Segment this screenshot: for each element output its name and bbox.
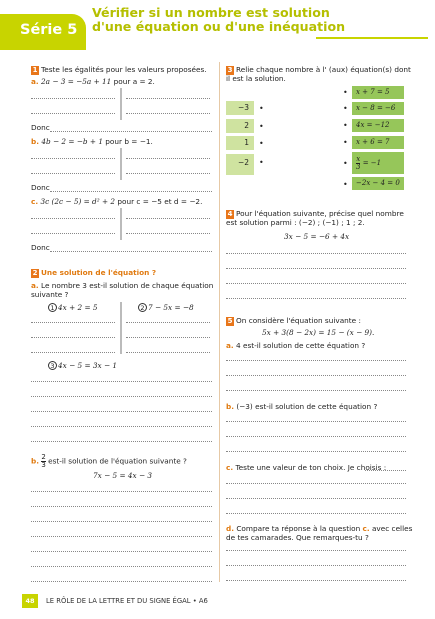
link-dot[interactable]: •	[259, 158, 264, 167]
ex2-a-text1: Le nombre 3 est-il solution de chaque équation	[41, 281, 214, 290]
answer-line[interactable]	[226, 360, 406, 361]
ex3-fraction	[356, 156, 360, 171]
answer-line[interactable]	[226, 298, 406, 299]
answer-line[interactable]	[226, 483, 406, 484]
ex2-a-text2: suivante ?	[31, 290, 69, 299]
ex5-a-text: 4 est-il solution de cette équation ?	[236, 341, 366, 350]
ex2-b-label: b.	[31, 456, 39, 466]
choice-input-line[interactable]	[365, 470, 406, 471]
ex5-intro	[226, 316, 361, 326]
answer-line[interactable]	[50, 131, 212, 132]
ex2-title	[31, 268, 156, 278]
title-line-1: Vérifier si un nombre est solution	[92, 5, 330, 20]
ex5-d-label: d.	[226, 524, 234, 533]
ex1-a-expr: 2a − 3 = −5a + 11	[41, 77, 112, 86]
number-box: −2	[226, 154, 254, 171]
ex2-b	[31, 454, 187, 469]
ex2-eq1-text: 4x + 2 = 5	[58, 303, 98, 312]
ex5-c-text: Teste une valeur de ton choix. Je choisis :	[235, 463, 387, 472]
link-dot[interactable]: •	[343, 121, 348, 130]
ex5-b	[226, 402, 377, 411]
answer-line[interactable]	[31, 536, 212, 537]
ex3-frac-den: 3	[356, 162, 361, 171]
answer-line[interactable]	[50, 251, 212, 252]
footer-text: LE RÔLE DE LA LETTRE ET DU SIGNE ÉGAL • A6	[46, 597, 208, 605]
ex2-eq3	[48, 361, 117, 370]
answer-line[interactable]	[31, 337, 115, 338]
ex5-number: 5	[227, 317, 233, 325]
answer-divider	[120, 208, 122, 240]
serie-label: Série 5	[20, 22, 78, 38]
ex1-b	[31, 137, 153, 146]
answer-line[interactable]	[31, 396, 212, 397]
ex2-b-text: est-il solution de l'équation suivante ?	[48, 456, 187, 466]
ex1-c-cond: pour c = −5 et d = −2.	[115, 197, 203, 206]
answer-line[interactable]	[126, 233, 210, 234]
ex3-text1: Relie chaque nombre à l' (aux) équation(s) dont	[236, 65, 411, 74]
link-dot[interactable]: •	[343, 159, 348, 168]
ex2-eq2-number: 2	[138, 303, 147, 312]
ex4-text2: est solution parmi : (−2) ; (−1) ; 1 ; 2.	[226, 218, 365, 227]
equation-box: x + 7 = 5	[352, 86, 404, 99]
ex2-a-label: a.	[31, 281, 39, 290]
ex5-c-label: c.	[226, 463, 234, 472]
answer-line[interactable]	[126, 218, 210, 219]
title-underline	[316, 37, 428, 39]
ex2-eq3-number: 3	[48, 361, 57, 370]
page-header	[0, 0, 435, 52]
ex1-a-label: a.	[31, 77, 39, 86]
link-dot[interactable]: •	[343, 180, 348, 189]
ex2-b-frac-num: 2	[41, 453, 46, 461]
answer-line[interactable]	[31, 426, 212, 427]
ex1-donc-a: Donc	[31, 123, 50, 132]
ex3-frac-rhs: = −1	[362, 159, 382, 167]
ex2-b-frac-den: 3	[41, 461, 46, 469]
answer-line[interactable]	[126, 322, 210, 323]
ex5-d-text-pre: Compare ta réponse à la question	[236, 524, 363, 533]
serie-badge	[0, 14, 86, 50]
equation-box: −2x − 4 = 0	[352, 177, 404, 190]
answer-line[interactable]	[31, 566, 212, 567]
answer-line[interactable]	[226, 550, 406, 551]
ex2-eq1	[48, 303, 98, 312]
answer-line[interactable]	[50, 191, 212, 192]
ex2-eq3-text: 4x − 5 = 3x − 1	[58, 361, 118, 370]
answer-line[interactable]	[226, 268, 406, 269]
ex5-d-ref: c.	[362, 524, 370, 533]
answer-line[interactable]	[31, 98, 115, 99]
ex1-a-cond: pour a = 2.	[111, 77, 155, 86]
ex4-text1: Pour l'équation suivante, précise quel nombre	[236, 209, 404, 218]
equation-box-fraction	[352, 152, 404, 174]
ex5-c	[226, 463, 386, 472]
answer-line[interactable]	[31, 521, 212, 522]
number-box: −3	[226, 101, 254, 115]
ex1-b-cond: pour b = −1.	[102, 137, 153, 146]
ex2-a	[31, 281, 213, 290]
answer-line[interactable]	[226, 580, 406, 581]
ex2-b-fraction	[41, 454, 45, 469]
ex5-d-text-post: avec celles	[369, 524, 413, 533]
answer-line[interactable]	[31, 218, 115, 219]
page-title	[92, 6, 345, 34]
answer-line[interactable]	[31, 441, 212, 442]
column-separator	[219, 62, 220, 582]
ex2-title-text: Une solution de l'équation ?	[41, 268, 157, 277]
answer-line[interactable]	[31, 491, 212, 492]
answer-line[interactable]	[126, 173, 210, 174]
ex1-a	[31, 77, 155, 86]
ex1-b-expr: 4b − 2 = −b + 1	[41, 137, 103, 146]
ex5-intro-text: On considère l'équation suivante :	[236, 316, 361, 325]
answer-line[interactable]	[226, 565, 406, 566]
answer-line[interactable]	[226, 451, 406, 452]
answer-line[interactable]	[126, 113, 210, 114]
answer-line[interactable]	[226, 283, 406, 284]
ex5-b-text: (−3) est-il solution de cette équation ?	[236, 402, 378, 411]
ex3-text2: il est la solution.	[226, 74, 286, 83]
answer-line[interactable]	[226, 513, 406, 514]
ex2-eq1-number: 1	[48, 303, 57, 312]
answer-line[interactable]	[31, 322, 115, 323]
answer-line[interactable]	[126, 337, 210, 338]
ex2-number: 2	[32, 269, 38, 277]
ex5-d	[226, 524, 412, 533]
ex4-equation: 3x − 5 = −6 + 4x	[284, 232, 350, 241]
ex5-d-text2: de tes camarades. Que remarques-tu ?	[226, 533, 369, 542]
ex1-c	[31, 197, 202, 206]
link-dot[interactable]: •	[259, 122, 264, 131]
ex2-eq2-text: 7 − 5x = −8	[148, 303, 194, 312]
ex1-intro-text: Teste les égalités pour les valeurs proposées.	[41, 65, 207, 74]
answer-line[interactable]	[126, 158, 210, 159]
answer-line[interactable]	[31, 411, 212, 412]
answer-line[interactable]	[226, 375, 406, 376]
answer-line[interactable]	[31, 581, 212, 582]
ex2-eq2	[138, 303, 194, 312]
ex3-frac-num: x	[356, 154, 361, 163]
link-dot[interactable]: •	[343, 104, 348, 113]
answer-line[interactable]	[126, 98, 210, 99]
answer-line[interactable]	[126, 352, 210, 353]
answer-line[interactable]	[31, 381, 212, 382]
title-line-2: d'une équation ou d'une inéquation	[92, 19, 346, 34]
ex2-b-equation: 7x − 5 = 4x − 3	[93, 471, 153, 480]
answer-line[interactable]	[226, 436, 406, 437]
ex5-b-label: b.	[226, 402, 234, 411]
ex4-number: 4	[227, 210, 233, 218]
ex1-b-label: b.	[31, 137, 39, 146]
ex1-number: 1	[32, 66, 38, 74]
answer-line[interactable]	[226, 421, 406, 422]
link-dot[interactable]: •	[343, 138, 348, 147]
ex1-c-expr: 3c (2c − 5) = d² + 2	[40, 197, 116, 206]
answer-divider	[120, 302, 122, 354]
answer-line[interactable]	[31, 551, 212, 552]
number-box-tail	[226, 171, 254, 175]
page-number: 48	[22, 594, 38, 608]
equation-box: 4x = −12	[352, 119, 404, 132]
ex1-intro	[31, 65, 207, 75]
ex1-donc-b: Donc	[31, 183, 50, 192]
answer-divider	[120, 88, 122, 120]
answer-line[interactable]	[31, 113, 115, 114]
answer-line[interactable]	[31, 233, 115, 234]
link-dot[interactable]: •	[259, 139, 264, 148]
number-box: 2	[226, 119, 254, 133]
equation-box: x + 6 = 7	[352, 136, 404, 149]
answer-divider	[120, 148, 122, 180]
answer-line[interactable]	[31, 506, 212, 507]
answer-line[interactable]	[226, 253, 406, 254]
answer-line[interactable]	[226, 390, 406, 391]
answer-line[interactable]	[31, 173, 115, 174]
ex1-c-label: c.	[31, 197, 39, 206]
answer-line[interactable]	[31, 158, 115, 159]
ex1-donc-c: Donc	[31, 243, 50, 252]
answer-line[interactable]	[31, 352, 115, 353]
link-dot[interactable]: •	[343, 88, 348, 97]
link-dot[interactable]: •	[259, 104, 264, 113]
equation-box: x − 8 = −6	[352, 102, 404, 115]
ex5-equation: 5x + 3(8 − 2x) = 15 − (x − 9).	[262, 328, 375, 337]
ex5-a	[226, 341, 365, 350]
ex5-a-label: a.	[226, 341, 234, 350]
ex3-number: 3	[227, 66, 233, 74]
number-box: 1	[226, 136, 254, 150]
answer-line[interactable]	[226, 498, 406, 499]
